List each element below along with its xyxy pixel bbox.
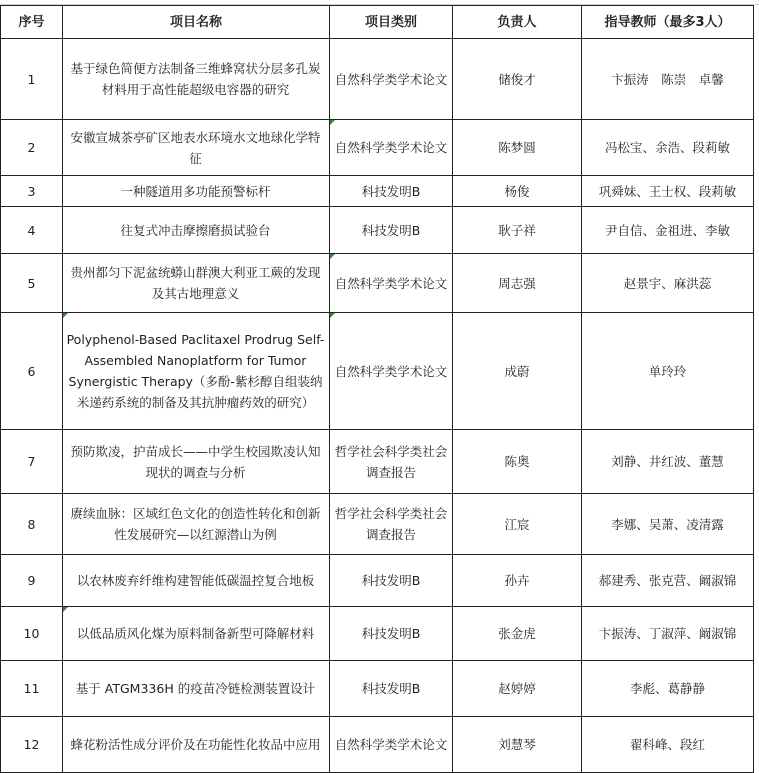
cell-project-type-text: 自然科学类学术论文 xyxy=(334,140,448,155)
cell-project-type-text: 科技发明B xyxy=(361,222,421,238)
cell-advisor[interactable] xyxy=(582,313,754,430)
cell-project-name-text: 以农林废弃纤维构建智能低碳温控复合地板 xyxy=(76,573,315,588)
table-row xyxy=(1,120,754,176)
cell-leader[interactable] xyxy=(453,717,582,773)
cell-advisor-text: 巩舜妹、王士权、段莉敏 xyxy=(598,183,737,199)
cell-no[interactable] xyxy=(1,661,63,717)
table-row xyxy=(1,430,754,494)
cell-advisor-text: 卞振涛 陈崇 卓馨 xyxy=(611,71,724,87)
cell-advisor-text: 卞振涛、丁淑萍、阚淑锦 xyxy=(598,626,737,641)
cell-project-type-text: 自然科学类学术论文 xyxy=(334,71,448,87)
cell-no[interactable] xyxy=(1,120,63,176)
cell-no[interactable] xyxy=(1,494,63,555)
cell-project-name-text: 基于 ATGM336H 的疫苗冷链检测装置设计 xyxy=(75,681,316,696)
cell-project-type[interactable] xyxy=(330,494,453,555)
cell-no-text: 10 xyxy=(23,626,40,641)
table-row xyxy=(1,39,754,120)
cell-no-text: 4 xyxy=(27,222,36,238)
cell-advisor[interactable] xyxy=(582,607,754,661)
cell-project-name[interactable] xyxy=(63,176,330,207)
cell-no[interactable] xyxy=(1,717,63,773)
table-row xyxy=(1,207,754,254)
table-row xyxy=(1,607,754,661)
cell-advisor-text: 单玲玲 xyxy=(648,363,687,379)
cell-project-name[interactable] xyxy=(63,430,330,494)
cell-project-name-text: 赓续血脉：区域红色文化的创造性转化和创新性发展研究—以红源潜山为例 xyxy=(70,506,321,542)
header-no[interactable]: 序号 xyxy=(1,6,63,39)
cell-project-name-text: 一种隧道用多功能预警标杆 xyxy=(120,183,271,199)
cell-no-text: 12 xyxy=(23,737,40,752)
cell-project-type[interactable] xyxy=(330,207,453,254)
cell-advisor-text: 尹自信、金祖进、李敏 xyxy=(604,222,730,238)
cell-advisor-text: 冯松宝、余浩、段莉敏 xyxy=(604,140,730,155)
cell-advisor[interactable] xyxy=(582,39,754,120)
table-row xyxy=(1,494,754,555)
cell-project-name-text: 往复式冲击摩擦磨损试验台 xyxy=(120,222,271,238)
cell-leader-text: 陈奥 xyxy=(504,454,530,469)
cell-leader-text: 陈梦圆 xyxy=(498,140,536,155)
cell-no-text: 3 xyxy=(27,183,36,199)
header-leader[interactable]: 负责人 xyxy=(453,6,582,39)
cell-project-name[interactable] xyxy=(63,494,330,555)
cell-project-name[interactable] xyxy=(63,39,330,120)
table-row xyxy=(1,254,754,313)
cell-leader-text: 刘慧琴 xyxy=(498,737,536,752)
cell-project-type[interactable] xyxy=(330,120,453,176)
cell-advisor[interactable] xyxy=(582,494,754,555)
cell-no-text: 1 xyxy=(27,71,36,87)
cell-leader-text: 耿子祥 xyxy=(498,222,536,238)
project-table xyxy=(0,5,754,773)
cell-project-type[interactable] xyxy=(330,430,453,494)
cell-leader-text: 孙卉 xyxy=(504,573,530,588)
cell-project-type-text: 科技发明B xyxy=(361,681,421,696)
cell-project-type-text: 科技发明B xyxy=(361,626,421,641)
cell-project-type[interactable] xyxy=(330,717,453,773)
cell-no-text: 2 xyxy=(27,140,36,155)
cell-project-type[interactable] xyxy=(330,313,453,430)
cell-leader-text: 成蔚 xyxy=(504,363,530,379)
cell-leader[interactable] xyxy=(453,494,582,555)
cell-project-name[interactable] xyxy=(63,254,330,313)
cell-project-type-text: 哲学社会科学类社会调查报告 xyxy=(334,443,448,480)
cell-leader[interactable] xyxy=(453,207,582,254)
header-project-type[interactable]: 项目类别 xyxy=(330,6,453,39)
cell-no-text: 5 xyxy=(27,275,36,291)
cell-leader[interactable] xyxy=(453,176,582,207)
cell-no-text: 6 xyxy=(27,363,36,379)
table-row xyxy=(1,555,754,607)
cell-leader-text: 赵婷婷 xyxy=(498,681,536,696)
cell-project-type-text: 科技发明B xyxy=(361,573,421,588)
header-row xyxy=(1,6,754,39)
cell-advisor[interactable] xyxy=(582,254,754,313)
cell-project-type[interactable] xyxy=(330,555,453,607)
table-row xyxy=(1,661,754,717)
cell-leader[interactable] xyxy=(453,555,582,607)
cell-advisor-text: 翟科峰、段红 xyxy=(629,737,705,752)
cell-project-name[interactable] xyxy=(63,555,330,607)
cell-advisor-text: 刘静、井红波、董慧 xyxy=(611,454,724,469)
cell-advisor-text: 郝建秀、张克营、阚淑锦 xyxy=(598,573,737,588)
cell-project-type-text: 哲学社会科学类社会调查报告 xyxy=(334,506,448,542)
cell-advisor[interactable] xyxy=(582,207,754,254)
cell-project-type[interactable] xyxy=(330,607,453,661)
cell-project-name[interactable] xyxy=(63,661,330,717)
cell-no[interactable] xyxy=(1,607,63,661)
cell-no-text: 9 xyxy=(27,573,36,588)
cell-advisor-text: 李彪、葛静静 xyxy=(629,681,705,696)
cell-no[interactable] xyxy=(1,39,63,120)
cell-leader[interactable] xyxy=(453,607,582,661)
cell-leader[interactable] xyxy=(453,313,582,430)
cell-project-type[interactable] xyxy=(330,661,453,717)
cell-project-name[interactable] xyxy=(63,313,330,430)
cell-project-name[interactable] xyxy=(63,717,330,773)
cell-leader-text: 江宸 xyxy=(504,516,530,532)
cell-no[interactable] xyxy=(1,207,63,254)
cell-leader[interactable] xyxy=(453,661,582,717)
cell-no-text: 8 xyxy=(27,516,36,532)
cell-no[interactable] xyxy=(1,430,63,494)
cell-no[interactable] xyxy=(1,254,63,313)
cell-no-text: 11 xyxy=(23,681,40,696)
cell-advisor[interactable] xyxy=(582,717,754,773)
cell-advisor[interactable] xyxy=(582,555,754,607)
cell-leader[interactable] xyxy=(453,430,582,494)
cell-project-name-text: Polyphenol-Based Paclitaxel Prodrug Self-Assembled Nanoplatform for Tumor Synergistic Therapy（多酚-紫杉醇自组装纳米递药系统的制备及其抗肿瘤药效的研究） xyxy=(66,332,325,410)
cell-project-name[interactable] xyxy=(63,607,330,661)
cell-project-name-text: 安徽宣城茶亭矿区地表水环境水文地球化学特征 xyxy=(70,129,321,166)
cell-leader-text: 张金虎 xyxy=(498,626,536,641)
table-row xyxy=(1,176,754,207)
header-project-name[interactable]: 项目名称 xyxy=(63,6,330,39)
cell-advisor-text: 李娜、吴萧、凌清露 xyxy=(611,516,724,532)
cell-leader-text: 杨俊 xyxy=(504,183,530,199)
cell-project-type[interactable] xyxy=(330,176,453,207)
cell-project-type-text: 自然科学类学术论文 xyxy=(334,363,448,379)
cell-advisor[interactable] xyxy=(582,661,754,717)
cell-advisor[interactable] xyxy=(582,176,754,207)
cell-leader[interactable] xyxy=(453,254,582,313)
cell-project-name-text: 预防欺凌，护苗成长——中学生校园欺凌认知现状的调查与分析 xyxy=(70,443,321,480)
cell-no[interactable] xyxy=(1,176,63,207)
cell-leader-text: 储俊才 xyxy=(498,71,536,87)
cell-leader[interactable] xyxy=(453,120,582,176)
cell-no[interactable] xyxy=(1,313,63,430)
cell-project-type-text: 自然科学类学术论文 xyxy=(334,275,448,291)
cell-project-name[interactable] xyxy=(63,120,330,176)
cell-project-name[interactable] xyxy=(63,207,330,254)
cell-advisor[interactable] xyxy=(582,120,754,176)
cell-project-name-text: 以低品质风化煤为原料制备新型可降解材料 xyxy=(76,626,315,641)
table-row xyxy=(1,313,754,430)
cell-project-name-text: 贵州都匀下泥盆统蟒山群澳大利亚工蕨的发现及其古地理意义 xyxy=(70,265,321,301)
cell-advisor-text: 赵景宇、麻洪蕊 xyxy=(623,275,712,291)
cell-project-type-text: 科技发明B xyxy=(361,183,421,199)
cell-project-type[interactable] xyxy=(330,254,453,313)
header-advisor[interactable]: 指导教师（最多3人） xyxy=(582,6,754,39)
cell-project-type[interactable] xyxy=(330,39,453,120)
cell-no-text: 7 xyxy=(27,454,36,469)
table-row xyxy=(1,717,754,773)
cell-no[interactable] xyxy=(1,555,63,607)
cell-project-name-text: 基于绿色简便方法制备三维蜂窝状分层多孔炭材料用于高性能超级电容器的研究 xyxy=(70,61,321,97)
cell-project-type-text: 自然科学类学术论文 xyxy=(334,737,448,752)
cell-project-name-text: 蜂花粉活性成分评价及在功能性化妆品中应用 xyxy=(70,737,321,752)
cell-advisor[interactable] xyxy=(582,430,754,494)
cell-leader[interactable] xyxy=(453,39,582,120)
cell-leader-text: 周志强 xyxy=(498,275,536,291)
